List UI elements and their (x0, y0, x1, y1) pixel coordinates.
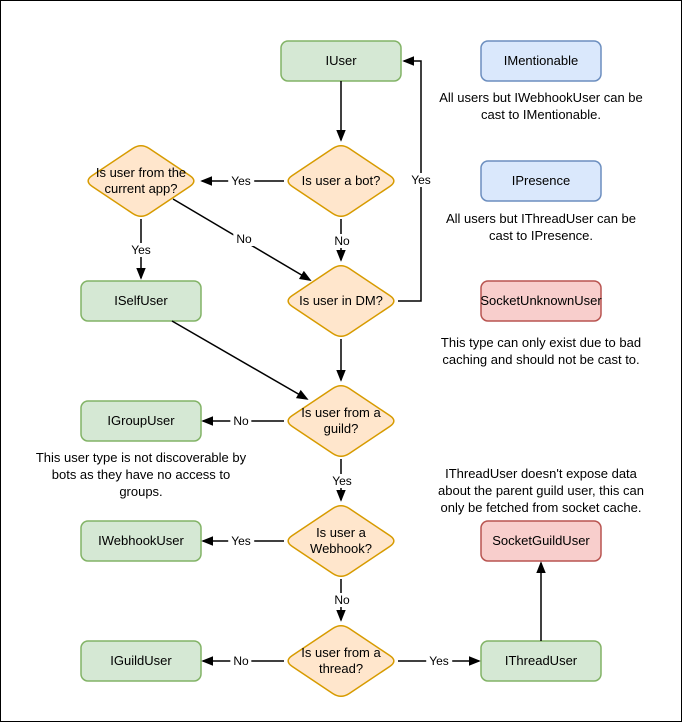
edge-label-bot-to-dm: No (331, 234, 352, 248)
node-ipresence-shape (481, 161, 601, 201)
node-iuser-label: IUser (325, 53, 357, 68)
node-imentionable-shape (481, 41, 601, 81)
node-iwebhookuser-label: IWebhookUser (98, 533, 184, 548)
decision-is-thread-shape (288, 626, 394, 697)
edge-label-dm-to-iuser: Yes (408, 173, 434, 187)
decision-is-dm-line1: Is user in DM? (299, 293, 383, 308)
node-iguilduser-label: IGuildUser (110, 653, 172, 668)
node-iwebhookuser-shape (81, 521, 201, 561)
annotation-socketunknownuser (416, 334, 666, 368)
node-iselfuser-label: ISelfUser (114, 293, 168, 308)
decision-is-guild-line2: guild? (323, 421, 359, 436)
node-ipresence-label: IPresence (511, 173, 571, 188)
node-socketunknownuser-shape (481, 281, 601, 321)
annotation-ipresence-line1: All users but IThreadUser can be (445, 211, 637, 226)
node-imentionable-label: IMentionable (503, 53, 579, 68)
decision-is-bot-line1: Is user a bot? (301, 173, 381, 188)
node-iuser-shape (281, 41, 401, 81)
edge-label-current-app-to-selfuser: Yes (128, 243, 154, 257)
decision-is-current-app-shape (88, 146, 194, 217)
annotation-imentionable-line1: All users but IWebhookUser can be (439, 90, 643, 105)
node-socketguilduser-label: SocketGuildUser (492, 533, 590, 548)
annotation-igroupuser-line2: bots as they have no access to (51, 467, 231, 482)
decision-is-webhook-shape (288, 506, 394, 577)
decision-is-webhook-line2: Webhook? (310, 541, 372, 556)
annotation-socketunknownuser-line2: caching and should not be cast to. (442, 352, 640, 367)
node-iguilduser-shape (81, 641, 201, 681)
edge-label-webhook-to-thread: No (331, 593, 352, 607)
decision-is-thread-line2: thread? (318, 661, 364, 676)
node-socketunknownuser-label: SocketUnknownUser (480, 293, 602, 308)
node-igroupuser-shape (81, 401, 201, 441)
decision-is-current-app-line1: Is user from the (95, 165, 187, 180)
edge-label-thread-to-guilduser: No (230, 654, 251, 668)
annotation-igroupuser-line1: This user type is not discoverable by (35, 450, 247, 465)
edge-label-guild-to-webhook: Yes (329, 474, 355, 488)
decision-is-current-app-line2: current app? (104, 181, 178, 196)
annotation-ithreaduser-line2: about the parent guild user, this can (438, 483, 644, 498)
annotation-igroupuser (16, 449, 266, 500)
edge-label-webhook-to-webhookuser: Yes (228, 534, 254, 548)
annotation-ithreaduser-line1: IThreadUser doesn't expose data (445, 466, 637, 481)
decision-is-bot-shape (288, 146, 394, 217)
decision-is-guild-line1: Is user from a (301, 405, 381, 420)
annotation-ithreaduser (416, 465, 666, 516)
edge-label-current-app-to-dm: No (233, 232, 254, 246)
decision-is-guild-shape (288, 386, 394, 457)
annotation-ithreaduser-line3: only be fetched from socket cache. (440, 500, 642, 515)
node-socketguilduser-shape (481, 521, 601, 561)
node-igroupuser-label: IGroupUser (107, 413, 175, 428)
edge-label-guild-to-groupuser: No (230, 414, 251, 428)
node-ithreaduser-label: IThreadUser (504, 653, 578, 668)
annotation-socketunknownuser-line1: This type can only exist due to bad (440, 335, 642, 350)
decision-is-webhook-line1: Is user a (316, 525, 366, 540)
annotation-igroupuser-line3: groups. (119, 484, 163, 499)
edge-label-thread-to-threaduser: Yes (426, 654, 452, 668)
annotation-imentionable (416, 89, 666, 123)
node-iselfuser-shape (81, 281, 201, 321)
annotation-ipresence-line2: cast to IPresence. (488, 228, 594, 243)
annotation-ipresence (416, 210, 666, 244)
edge-iselfuser-to-isguild (172, 321, 307, 399)
annotation-imentionable-line2: cast to IMentionable. (481, 107, 601, 122)
node-ithreaduser-shape (481, 641, 601, 681)
edge-label-bot-to-current-app: Yes (228, 174, 254, 188)
decision-is-thread-line1: Is user from a (301, 645, 381, 660)
